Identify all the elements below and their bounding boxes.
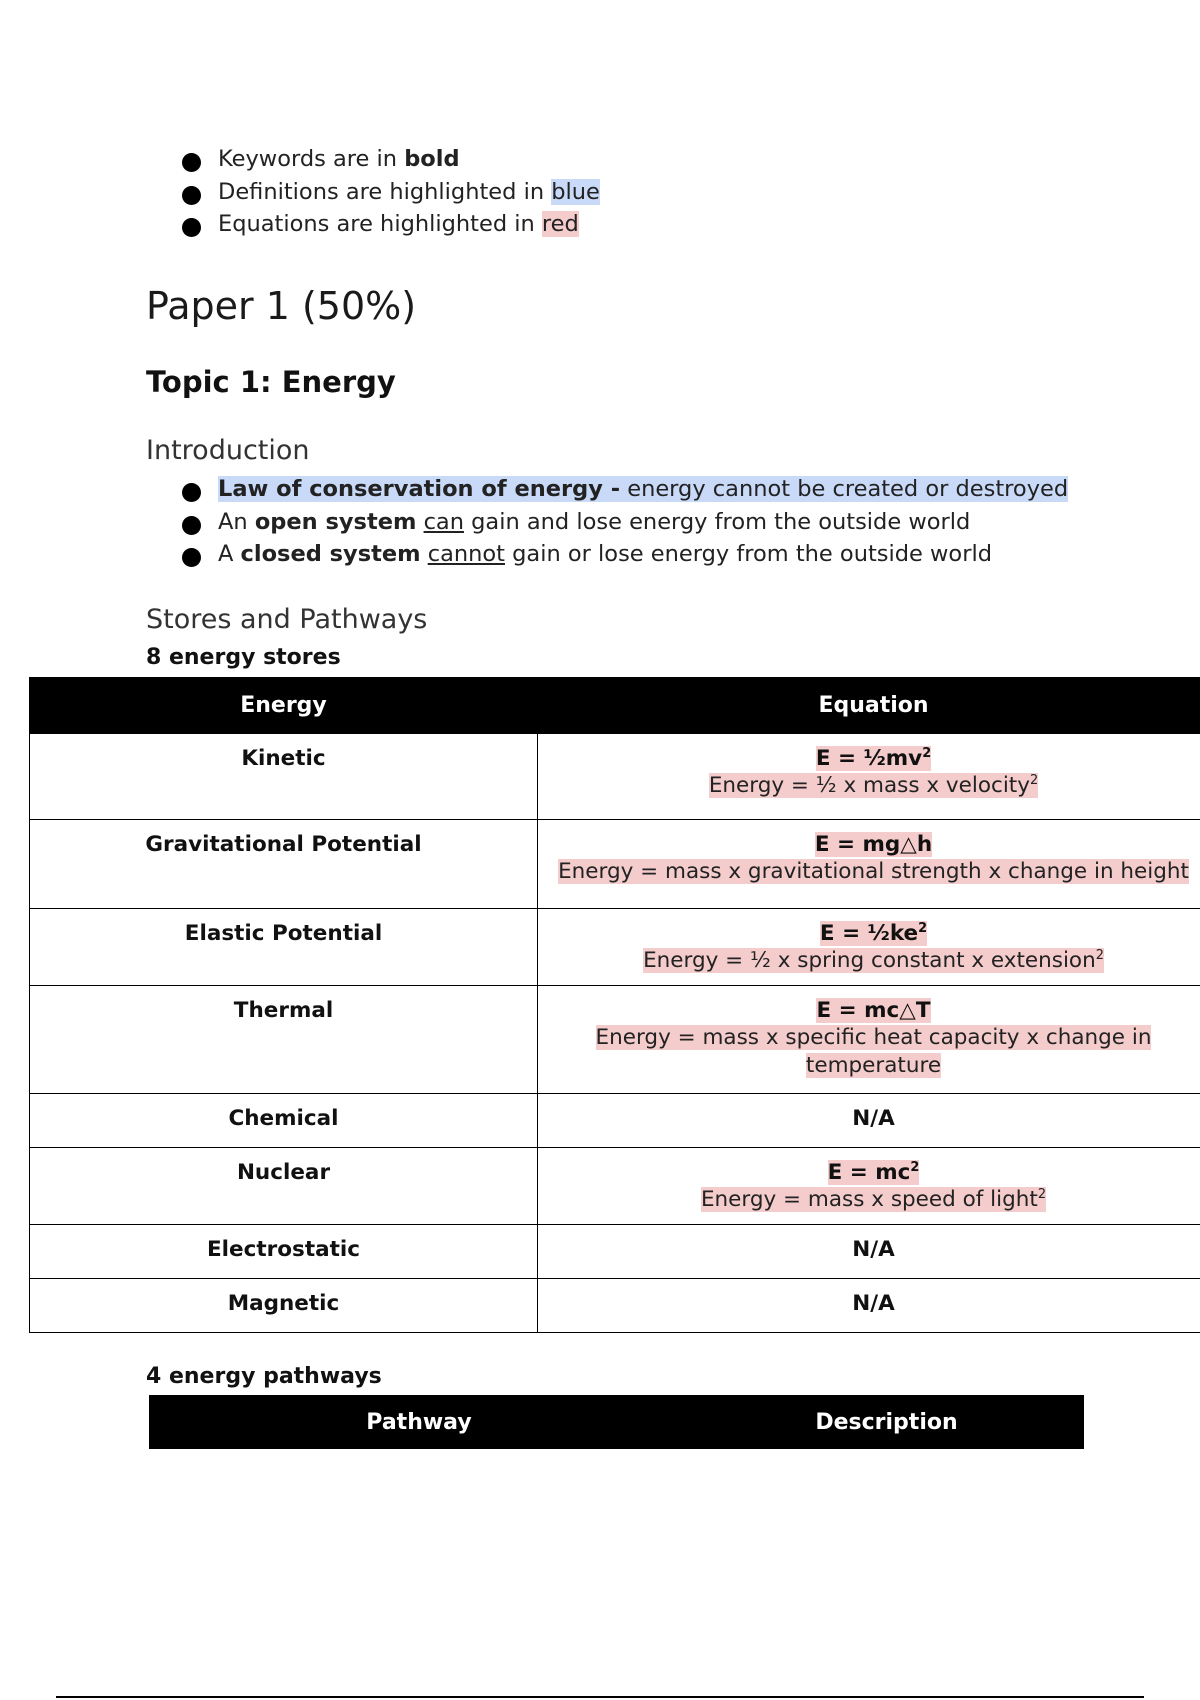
not-applicable-text: N/A	[852, 1237, 895, 1262]
legend-item-blue: Definitions are highlighted in blue	[182, 176, 600, 209]
column-header-energy: Energy	[30, 678, 538, 734]
energy-store-name: Magnetic	[30, 1279, 538, 1333]
not-applicable-text: N/A	[852, 1291, 895, 1316]
legend-list	[182, 143, 600, 241]
column-header-pathway: Pathway	[149, 1395, 689, 1449]
energy-stores-table	[29, 677, 1200, 1333]
paper-heading: Paper 1 (50%)	[146, 284, 417, 328]
table-row	[30, 820, 1200, 909]
page-bottom-rule	[56, 1696, 1144, 1698]
energy-store-name: Gravitational Potential	[30, 820, 538, 909]
legend-item-red: Equations are highlighted in red	[182, 208, 600, 241]
table-row	[30, 986, 1200, 1094]
intro-item-open-system: An open system can gain and lose energy from the outside world	[182, 506, 1068, 539]
table-header-row	[149, 1395, 1084, 1449]
energy-store-equation-cell	[538, 1279, 1200, 1333]
table-row	[30, 1225, 1200, 1279]
topic-heading: Topic 1: Energy	[146, 365, 396, 399]
introduction-heading: Introduction	[146, 435, 310, 466]
energy-store-equation-cell	[538, 1094, 1200, 1148]
equation-description: Energy = mass x specific heat capacity x change in temperature	[595, 1025, 1152, 1078]
column-header-description: Description	[689, 1395, 1084, 1449]
energy-store-equation-cell	[538, 909, 1200, 986]
energy-store-equation-cell	[538, 1148, 1200, 1225]
legend-keyword-red: red	[541, 211, 579, 237]
energy-store-equation-cell	[538, 820, 1200, 909]
equation-formula: E = mc△T	[816, 998, 931, 1023]
energy-store-equation-cell	[538, 986, 1200, 1094]
energy-store-name: Thermal	[30, 986, 538, 1094]
energy-pathways-table	[149, 1395, 1084, 1449]
table-header-row	[30, 678, 1200, 734]
intro-item-conservation: Law of conservation of energy - energy cannot be created or destroyed	[182, 473, 1068, 506]
legend-keyword-bold: bold	[404, 146, 460, 172]
introduction-list	[182, 473, 1068, 571]
equation-formula: $E = mc^2$	[827, 1159, 920, 1185]
energy-store-name: Electrostatic	[30, 1225, 538, 1279]
equation-formula: $E = \frac{1}{2}ke^2$	[819, 920, 928, 946]
column-header-equation: Equation	[538, 678, 1200, 734]
energy-store-name: Elastic Potential	[30, 909, 538, 986]
not-applicable-text: N/A	[852, 1106, 895, 1131]
energy-pathways-label: 4 energy pathways	[146, 1364, 382, 1389]
equation-formula: $E = \frac{1}{2}mv^2$	[815, 745, 932, 771]
intro-item-closed-system: A closed system cannot gain or lose energy from the outside world	[182, 538, 1068, 571]
table-row	[30, 909, 1200, 986]
energy-stores-body	[30, 734, 1200, 1333]
table-row	[30, 1279, 1200, 1333]
energy-store-equation-cell	[538, 734, 1200, 820]
legend-keyword-blue: blue	[551, 178, 600, 205]
table-row	[30, 1148, 1200, 1225]
equation-description: Energy = mass x speed of light$^2$	[700, 1186, 1047, 1212]
table-row	[30, 1094, 1200, 1148]
energy-store-name: Nuclear	[30, 1148, 538, 1225]
table-row	[30, 734, 1200, 820]
equation-description: Energy = ½ x spring constant x extension$^2$	[643, 947, 1104, 973]
energy-store-equation-cell	[538, 1225, 1200, 1279]
energy-store-name: Chemical	[30, 1094, 538, 1148]
equation-description: Energy = ½ x mass x velocity$^2$	[708, 772, 1039, 798]
equation-formula: E = mg△h	[814, 832, 933, 857]
legend-item-bold: Keywords are in bold	[182, 143, 600, 176]
equation-description: Energy = mass x gravitational strength x change in height	[558, 859, 1189, 884]
energy-stores-label: 8 energy stores	[146, 645, 341, 670]
energy-store-name: Kinetic	[30, 734, 538, 820]
stores-pathways-heading: Stores and Pathways	[146, 604, 428, 635]
